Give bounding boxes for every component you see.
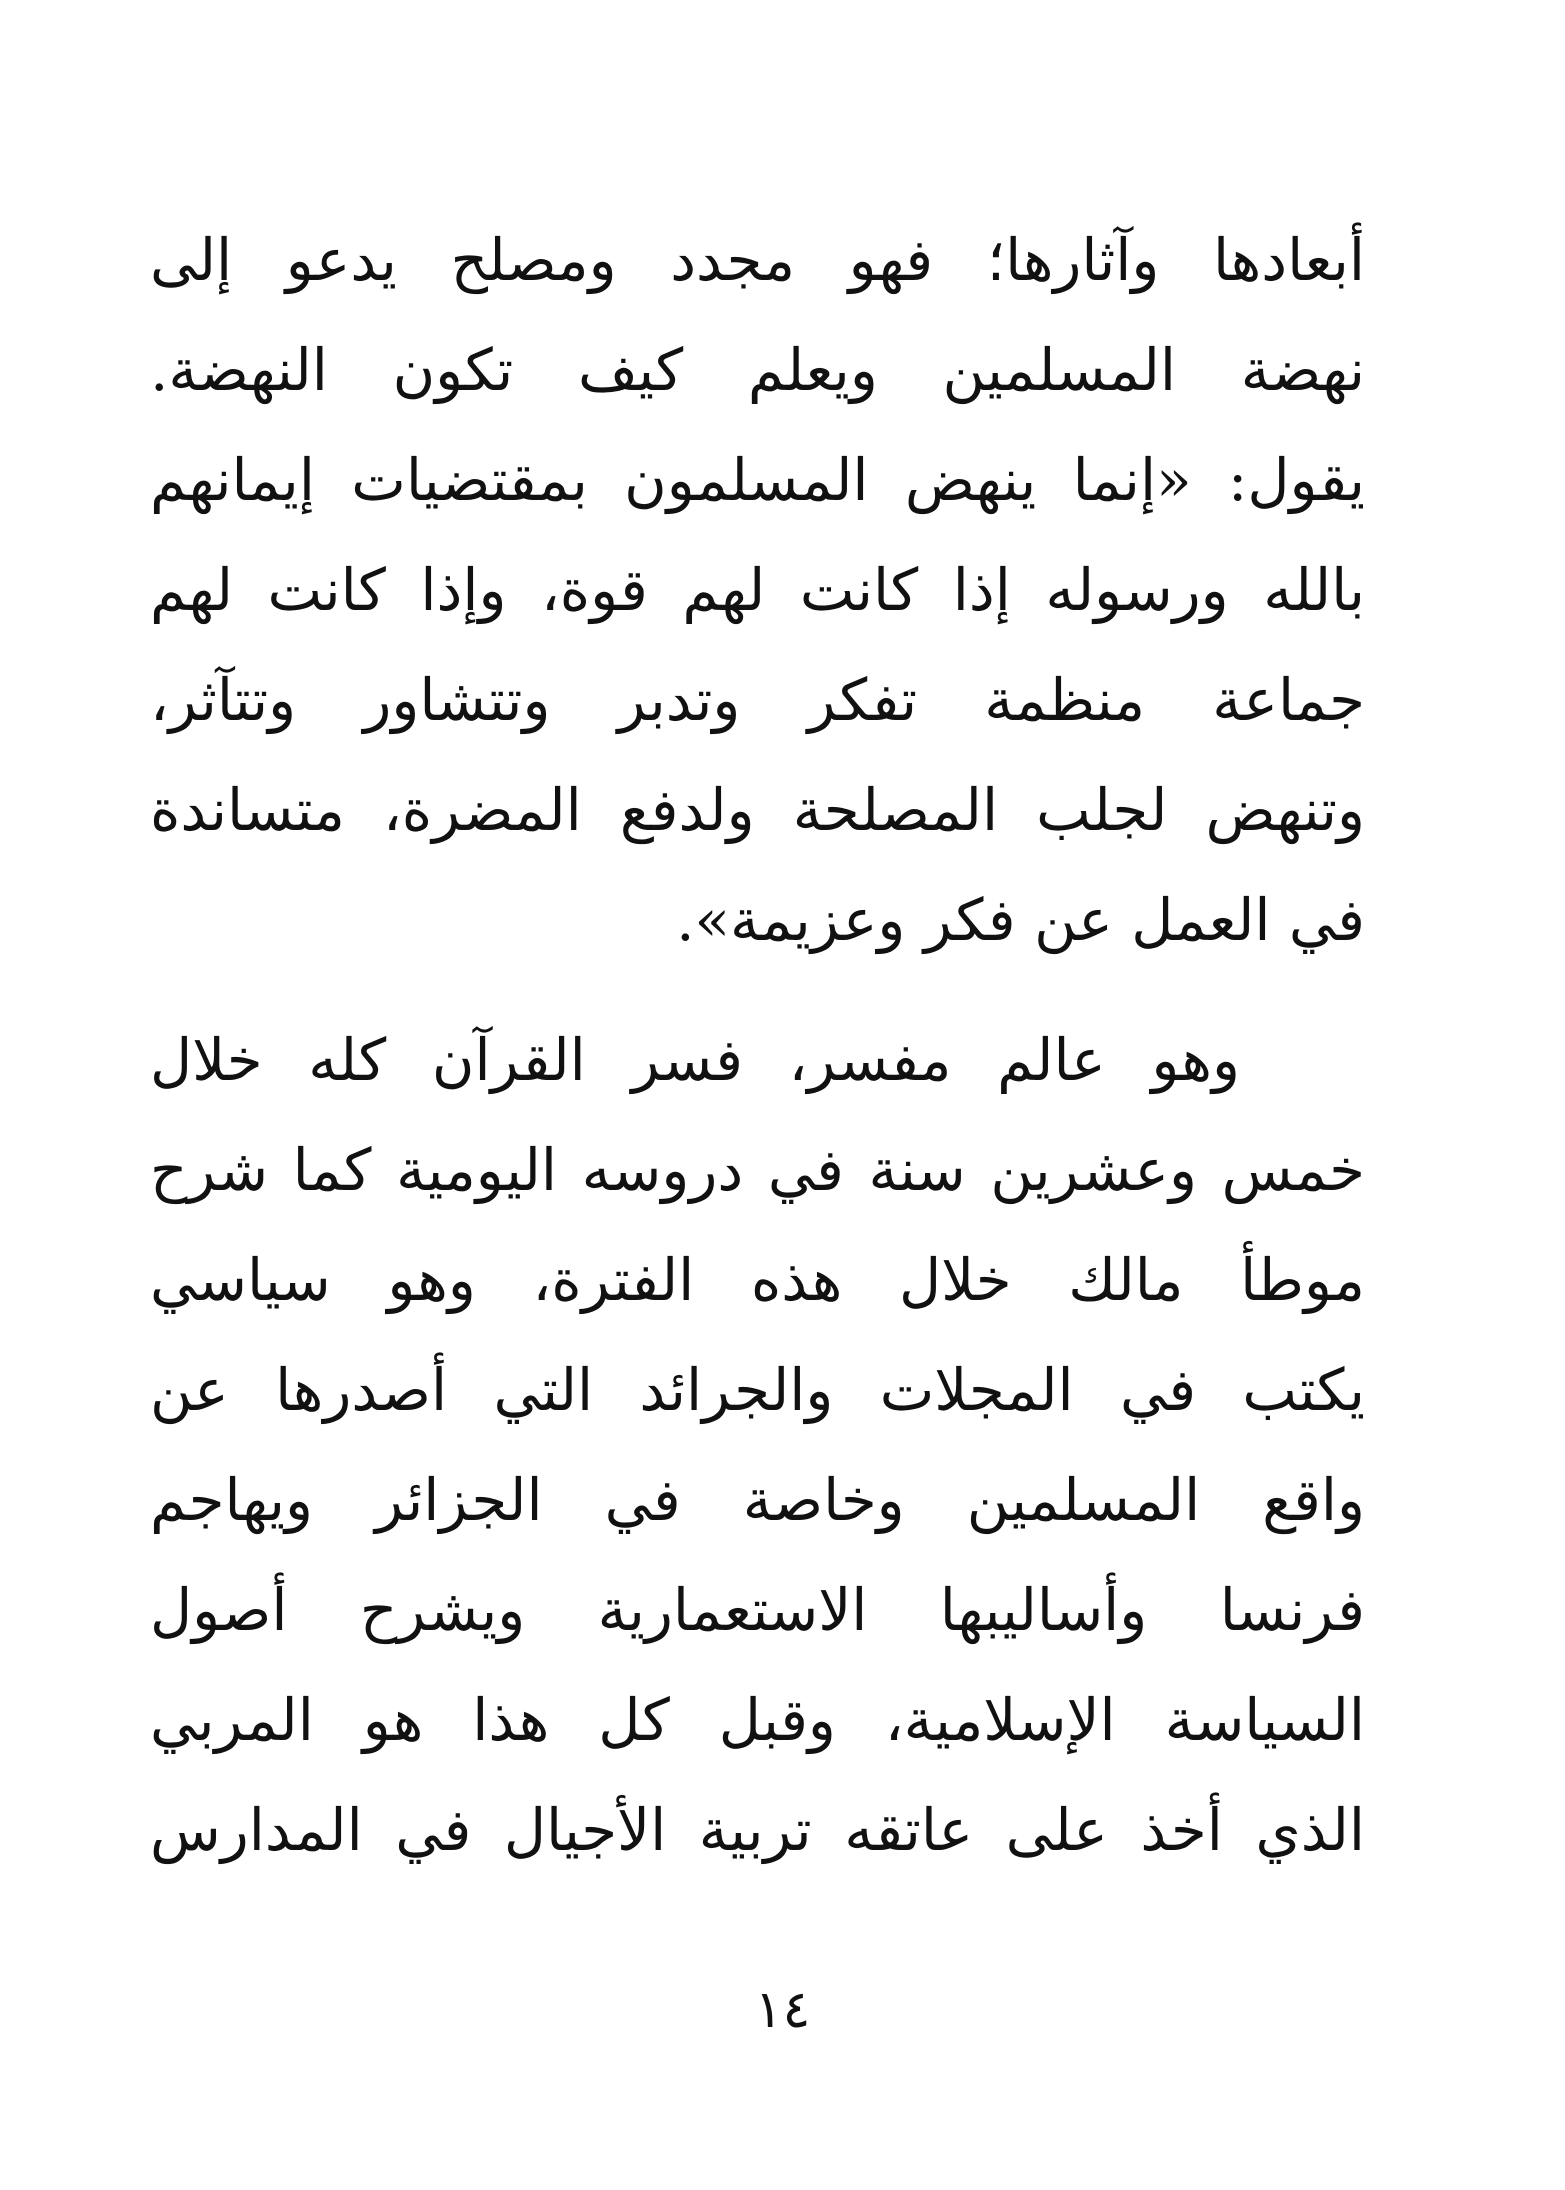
text-line: موطأ مالك خلال هذه الفترة، وهو سياسي <box>150 1246 1365 1314</box>
text-line: يقول: «إنما ينهض المسلمون بمقتضيات إيمانهم <box>150 446 1365 514</box>
paragraph-1 <box>150 205 1365 975</box>
text-line: بالله ورسوله إذا كانت لهم قوة، وإذا كانت لهم <box>150 556 1365 624</box>
text-line: فرنسا وأساليبها الاستعمارية ويشرح أصول <box>150 1576 1365 1644</box>
text-line: جماعة منظمة تفكر وتدبر وتتشاور وتتآثر، <box>150 666 1365 734</box>
text-line: خمس وعشرين سنة في دروسه اليومية كما شرح <box>150 1136 1365 1204</box>
text-line: وتنهض لجلب المصلحة ولدفع المضرة، متساندة <box>150 776 1365 844</box>
text-line: نهضة المسلمين ويعلم كيف تكون النهضة. <box>150 336 1365 404</box>
text-line: وهو عالم مفسر، فسر القرآن كله خلال <box>150 1026 1240 1094</box>
text-line: واقع المسلمين وخاصة في الجزائر ويهاجم <box>150 1466 1365 1534</box>
text-line: أبعادها وآثارها؛ فهو مجدد ومصلح يدعو إلى <box>150 226 1365 294</box>
text-line: الذي أخذ على عاتقه تربية الأجيال في المدارس <box>150 1796 1365 1864</box>
text-line: في العمل عن فكر وعزيمة». <box>676 886 1365 954</box>
page-number: ١٤ <box>754 1980 811 2040</box>
paragraph-2 <box>150 1005 1365 1885</box>
text-line: يكتب في المجلات والجرائد التي أصدرها عن <box>150 1356 1365 1424</box>
text-line: السياسة الإسلامية، وقبل كل هذا هو المربي <box>150 1686 1365 1754</box>
